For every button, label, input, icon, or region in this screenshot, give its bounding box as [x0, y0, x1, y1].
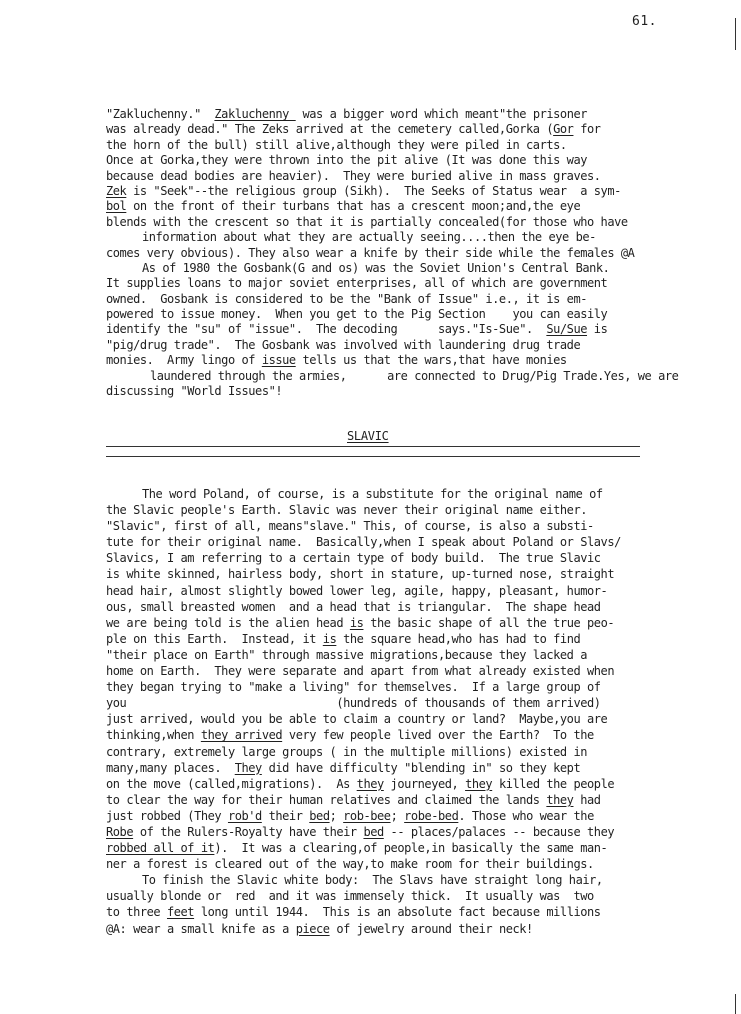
text-run: ner a forest is cleared out of the way,to make room for their buildings.	[106, 857, 594, 872]
text-run: on the move (called,migrations). As	[106, 776, 357, 791]
text-run: is	[587, 322, 608, 337]
text-line	[106, 727, 706, 743]
text-run: ;	[329, 808, 344, 823]
text-run: laundered through the armies, are connected to Drug/Pig Trade.Yes, we are	[150, 368, 679, 383]
underlined-text: they arrived	[200, 728, 283, 743]
text-run: journeyed,	[383, 776, 466, 791]
underlined-text: they	[546, 792, 574, 807]
text-run: Once at Gorka,they were thrown into the pit alive (It was done this way	[106, 153, 587, 168]
text-run: the basic shape of all the true peo-	[363, 615, 615, 630]
text-line	[106, 502, 706, 518]
text-run: "their place on Earth" through massive migrations,because they lacked a	[106, 647, 587, 662]
text-line	[106, 261, 706, 276]
underlined-text: bed	[363, 824, 384, 839]
underlined-text: they	[465, 776, 493, 791]
text-run: ple on this Earth. Instead, it	[106, 631, 323, 646]
text-line	[106, 292, 706, 307]
text-run: owned. Gosbank is considered to be the "Bank of Issue" i.e., it is em-	[106, 291, 587, 306]
text-run: home on Earth. They were separate and apart from what already existed when	[106, 664, 615, 679]
text-run: was a bigger word which meant"the prisoner	[295, 107, 588, 121]
text-run: you (hundreds of thousands of them arrived)	[106, 696, 601, 711]
text-run: information about what they are actually seeing....then the eye be-	[142, 230, 596, 245]
text-line	[106, 169, 706, 184]
page-edge-mark-bottom	[735, 994, 736, 1014]
text-line	[106, 904, 706, 920]
text-run: did have difficulty "blending in" so they kept	[261, 760, 581, 775]
text-run: to clear the way for their human relatives and claimed the lands	[106, 792, 547, 807]
text-line	[106, 138, 706, 153]
text-run: they began trying to "make a living" for themselves. If a large group of	[106, 680, 601, 695]
section-rule-top	[106, 446, 640, 447]
text-run: powered to issue money. When you get to the Pig Section you can easily	[106, 307, 608, 322]
text-line	[106, 695, 706, 711]
text-run: As of 1980 the Gosbank(G and os) was the Soviet Union's Central Bank.	[142, 260, 610, 275]
text-run: usually blonde or red and it was immensely thick. It usually was two	[106, 889, 594, 904]
text-run: tute for their original name. Basically,when I speak about Poland or Slavs/	[106, 535, 621, 550]
text-line	[106, 599, 706, 615]
text-run: the square head,who has had to find	[336, 631, 581, 646]
section-title: SLAVIC	[347, 429, 389, 443]
text-run: to three	[106, 905, 167, 920]
text-line	[106, 307, 706, 322]
text-run: head hair, almost slightly bowed lower leg, agile, happy, pleasant, humor-	[106, 583, 608, 598]
text-run: comes very obvious). They also wear a knife by their side while the females @A	[106, 245, 635, 260]
text-line	[106, 338, 706, 353]
text-line	[106, 122, 706, 137]
underlined-text: is	[349, 615, 364, 630]
underlined-text: Zek	[106, 183, 127, 198]
text-line	[106, 566, 706, 582]
text-line	[106, 679, 706, 695]
text-line	[106, 322, 706, 337]
text-run: -- places/palaces -- because they	[383, 824, 615, 839]
text-run: just robbed (They	[106, 808, 228, 823]
underlined-text: they	[356, 776, 384, 791]
paragraph-slavic	[106, 486, 706, 937]
text-run: It supplies loans to major soviet enterprises, all of which are government	[106, 276, 608, 291]
text-run: is "Seek"--the religious group (Sikh). The Seeks of Status wear a sym-	[126, 183, 621, 198]
text-run: ;	[390, 808, 405, 823]
text-line	[106, 246, 706, 261]
text-run: very few people lived over the Earth? To the	[282, 728, 594, 743]
text-line	[106, 776, 706, 792]
underlined-text: Su/Sue	[546, 322, 588, 337]
text-line	[106, 107, 706, 122]
underlined-text: bed	[309, 808, 330, 823]
text-run: killed the people	[492, 776, 615, 791]
text-line	[106, 663, 706, 679]
text-run: To finish the Slavic white body: The Slavs have straight long hair,	[142, 873, 603, 888]
text-run: of jewelry around their neck!	[329, 921, 533, 936]
text-line	[106, 824, 706, 840]
text-line	[106, 888, 706, 904]
text-line	[106, 369, 706, 384]
underlined-text: Robe	[106, 824, 134, 839]
underlined-text: rob-bee	[343, 808, 391, 823]
text-run: had	[573, 792, 601, 807]
text-line	[106, 486, 706, 502]
text-run: on the front of their turbans that has a crescent moon;and,the eye	[126, 199, 581, 214]
text-run: thinking,when	[106, 728, 201, 743]
text-line	[106, 353, 706, 368]
paragraph-zakluchenny-gosbank	[106, 107, 706, 399]
text-line	[106, 153, 706, 168]
text-line	[106, 840, 706, 856]
text-run: we are being told is the alien head	[106, 615, 350, 630]
underlined-text: issue	[261, 353, 296, 368]
section-rule-bottom	[106, 456, 640, 457]
underlined-text: robbed all of it	[106, 841, 215, 856]
text-run: "pig/drug trade". The Gosbank was involved with laundering drug trade	[106, 337, 581, 352]
text-run: monies. Army lingo of	[106, 353, 262, 368]
text-run: . Those who wear the	[458, 808, 594, 823]
text-run: The word Poland, of course, is a substitute for the original name of	[142, 487, 603, 501]
text-line	[106, 631, 706, 647]
text-run: "Zakluchenny."	[106, 107, 215, 121]
text-run: ). It was a clearing,of people,in basically the same man-	[214, 841, 608, 856]
text-run: discussing "World Issues"!	[106, 384, 283, 399]
text-run: "Slavic", first of all, means"slave." This, of course, is also a substi-	[106, 519, 594, 534]
text-run: for	[573, 122, 601, 137]
text-run: ous, small breasted women and a head that is triangular. The shape head	[106, 599, 601, 614]
text-line	[106, 184, 706, 199]
text-line	[106, 276, 706, 291]
text-line	[106, 744, 706, 760]
underlined-text: piece	[295, 921, 330, 936]
text-run: the Slavic people's Earth. Slavic was never their original name either.	[106, 503, 587, 518]
text-line	[106, 550, 706, 566]
text-line	[106, 199, 706, 214]
text-line	[106, 808, 706, 824]
text-run: identify the "su" of "issue". The decoding says."Is-Sue".	[106, 322, 547, 337]
text-run: the horn of the bull) still alive,although they were piled in carts.	[106, 137, 567, 152]
underlined-text: is	[322, 631, 337, 646]
text-run: contrary, extremely large groups ( in the multiple millions) existed in	[106, 744, 587, 759]
text-line	[106, 856, 706, 872]
page-number: 61.	[632, 14, 657, 29]
page-edge-mark-top	[735, 18, 736, 50]
text-run: is white skinned, hairless body, short in stature, up-turned nose, straight	[106, 567, 615, 582]
text-run: their	[261, 808, 310, 823]
text-line	[106, 792, 706, 808]
text-line	[106, 518, 706, 534]
underlined-text: Zakluchenny	[214, 107, 296, 121]
text-run: Slavics, I am referring to a certain type of body build. The true Slavic	[106, 551, 601, 566]
text-run: many,many places.	[106, 760, 235, 775]
text-run: just arrived, would you be able to claim a country or land? Maybe,you are	[106, 712, 608, 727]
underlined-text: They	[234, 760, 262, 775]
text-line	[106, 583, 706, 599]
underlined-text: feet	[166, 905, 195, 920]
text-run: blends with the crescent so that it is partially concealed(for those who have	[106, 214, 628, 229]
text-line	[106, 711, 706, 727]
text-run: was already dead." The Zeks arrived at the cemetery called,Gorka (	[106, 122, 554, 137]
text-line	[106, 384, 706, 399]
text-line	[106, 215, 706, 230]
text-run: tells us that the wars,that have monies	[295, 353, 567, 368]
text-run: @A: wear a small knife as a	[106, 921, 296, 936]
text-line	[106, 921, 706, 937]
underlined-text: bol	[106, 199, 127, 214]
underlined-text: robe-bed	[404, 808, 459, 823]
text-line	[106, 760, 706, 776]
text-line	[106, 230, 706, 245]
text-run: of the Rulers-Royalty have their	[133, 824, 364, 839]
text-line	[106, 615, 706, 631]
underlined-text: Gor	[553, 122, 574, 137]
underlined-text: rob'd	[227, 808, 262, 823]
text-line	[106, 647, 706, 663]
text-run: because dead bodies are heavier). They were buried alive in mass graves.	[106, 168, 601, 183]
text-line	[106, 872, 706, 888]
text-run: long until 1944. This is an absolute fact because millions	[194, 905, 601, 920]
text-line	[106, 534, 706, 550]
